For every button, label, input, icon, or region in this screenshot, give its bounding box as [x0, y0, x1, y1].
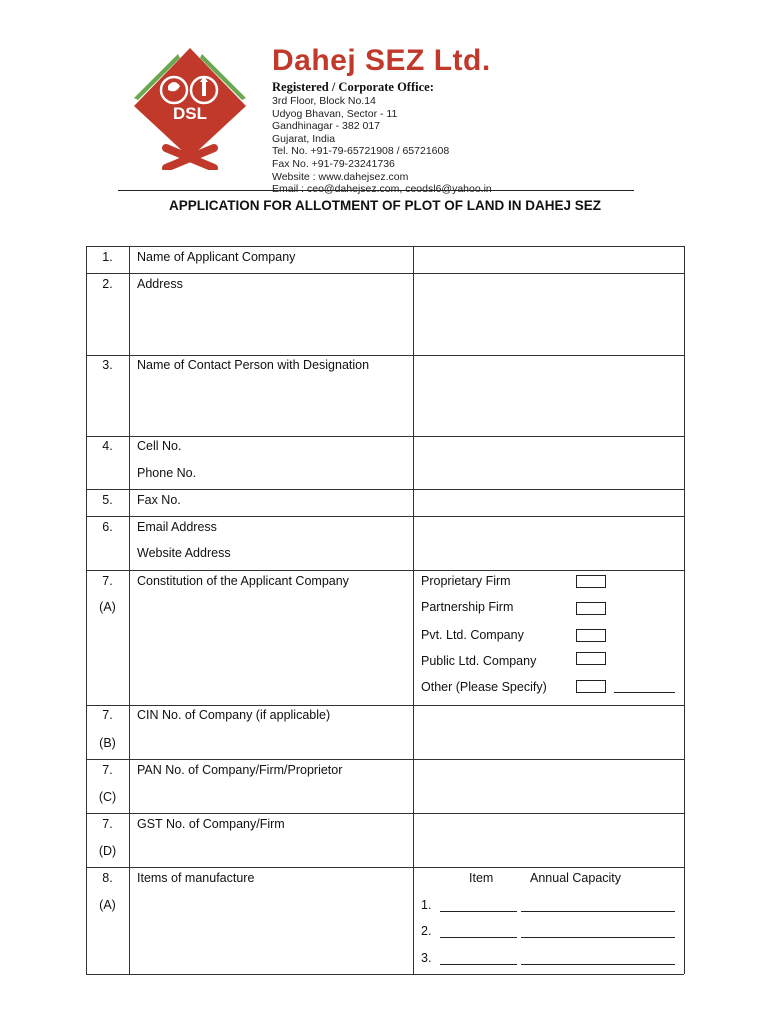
row-number: 5.: [102, 493, 113, 507]
address-line: Gandhinagar - 382 017: [272, 120, 380, 133]
gst-no-field[interactable]: [414, 814, 684, 867]
address-line: 3rd Floor, Block No.14: [272, 95, 376, 107]
website-line: Website : www.dahejsez.com: [272, 170, 409, 183]
annual-capacity-line[interactable]: [521, 964, 675, 965]
website-address-label: Website Address: [137, 546, 231, 560]
pan-no-field[interactable]: [414, 760, 684, 813]
row-number: 6.: [102, 520, 113, 534]
header-divider: [118, 190, 634, 191]
row-sub-letter: (A): [99, 898, 116, 912]
row-sub-letter: (C): [98, 790, 117, 804]
item-index: 3.: [421, 951, 432, 965]
proprietary-firm-checkbox[interactable]: [576, 575, 606, 588]
items-of-manufacture-label: Items of manufacture: [137, 871, 255, 885]
email-address-label: Email Address: [137, 520, 217, 534]
address-line: Gujarat, India: [272, 132, 336, 145]
constitution-label: Constitution of the Applicant Company: [137, 574, 349, 588]
item-name-line[interactable]: [440, 937, 517, 938]
fax-no-field[interactable]: [414, 490, 684, 516]
row-number: 7.: [102, 763, 113, 777]
row-number: 7.: [102, 708, 113, 722]
partnership-firm-checkbox[interactable]: [576, 602, 606, 615]
item-column-heading: Item: [469, 871, 494, 885]
gst-no-label: GST No. of Company/Firm: [137, 817, 285, 831]
email-website-field[interactable]: [414, 517, 684, 570]
contact-person-field[interactable]: [414, 356, 684, 436]
option-pvt-ltd-company: Pvt. Ltd. Company: [421, 628, 524, 642]
cin-no-label: CIN No. of Company (if applicable): [137, 708, 331, 722]
other-checkbox[interactable]: [576, 680, 606, 693]
phone-no-label: Phone No.: [137, 466, 197, 480]
cell-no-label: Cell No.: [137, 439, 182, 453]
telephone-line: Tel. No. +91-79-65721908 / 65721608: [272, 145, 450, 158]
annual-capacity-line[interactable]: [521, 937, 675, 938]
row-number: 4.: [102, 439, 113, 453]
logo-text: DSL: [173, 104, 207, 123]
item-index: 1.: [421, 898, 432, 912]
row-number: 7.: [102, 817, 113, 831]
option-proprietary-firm: Proprietary Firm: [421, 574, 511, 588]
cin-no-field[interactable]: [414, 706, 684, 759]
pan-no-label: PAN No. of Company/Firm/Proprietor: [137, 763, 343, 777]
row-sub-letter: (A): [99, 600, 116, 614]
applicant-company-label: Name of Applicant Company: [137, 250, 296, 264]
address-label: Address: [137, 277, 183, 291]
row-number: 7.: [102, 574, 113, 588]
email-line: Email : ceo@dahejsez.com, ceodsl6@yahoo.in: [272, 183, 492, 196]
row-sub-letter: (B): [99, 736, 116, 750]
item-name-line[interactable]: [440, 964, 517, 965]
row-number: 1.: [102, 250, 113, 264]
item-index: 2.: [421, 924, 432, 938]
fax-line: Fax No. +91-79-23241736: [272, 157, 395, 170]
public-ltd-company-checkbox[interactable]: [576, 652, 606, 665]
cell-phone-field[interactable]: [414, 437, 684, 489]
row-sub-letter: (D): [98, 844, 117, 858]
annual-capacity-line[interactable]: [521, 911, 675, 912]
applicant-company-field[interactable]: [414, 247, 684, 273]
option-partnership-firm: Partnership Firm: [421, 600, 514, 614]
fax-no-label: Fax No.: [137, 493, 181, 507]
option-public-ltd-company: Public Ltd. Company: [421, 654, 537, 668]
company-name: Dahej SEZ Ltd.: [272, 44, 491, 77]
item-name-line[interactable]: [440, 911, 517, 912]
annual-capacity-column-heading: Annual Capacity: [530, 871, 622, 885]
dsl-diamond-logo-icon: [120, 40, 260, 170]
office-address: [272, 95, 492, 196]
other-specify-line[interactable]: [614, 692, 675, 693]
pvt-ltd-company-checkbox[interactable]: [576, 629, 606, 642]
contact-person-label: Name of Contact Person with Designation: [137, 358, 370, 372]
option-other-specify: Other (Please Specify): [421, 680, 547, 694]
form-title: APPLICATION FOR ALLOTMENT OF PLOT OF LAND IN DAHEJ SEZ: [169, 198, 601, 213]
office-heading: Registered / Corporate Office:: [272, 80, 434, 94]
row-number: 2.: [102, 277, 113, 291]
row-number: 3.: [102, 358, 113, 372]
address-field[interactable]: [414, 274, 684, 355]
row-number: 8.: [102, 871, 113, 885]
address-line: Udyog Bhavan, Sector - 11: [272, 107, 398, 120]
